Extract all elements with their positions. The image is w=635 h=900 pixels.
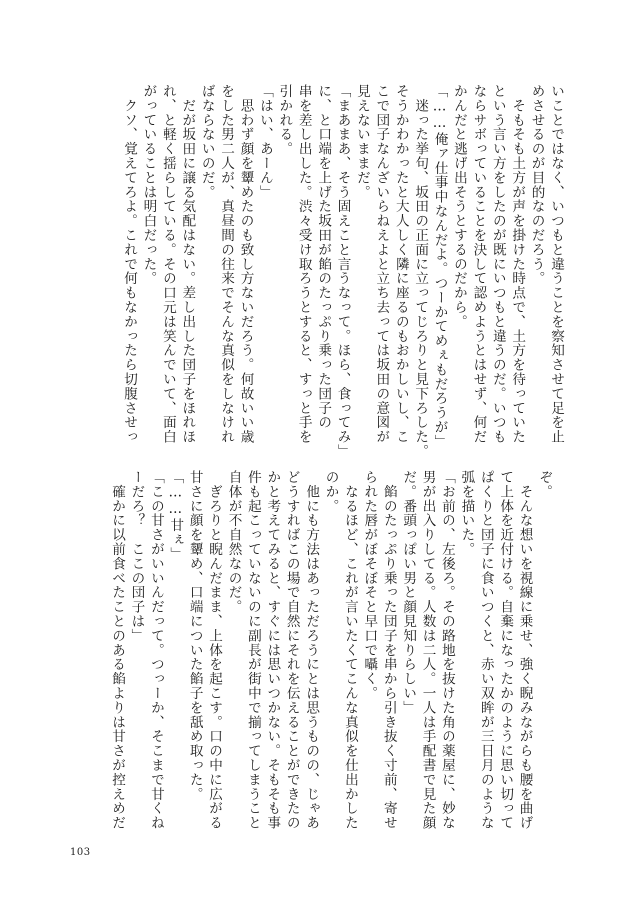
text-line: という言い方をしたのが既にいつもと違うのだ。いつも [489,84,506,444]
text-line: だが坂田に譲る気配はない。差し出した団子をほれほ [179,84,196,444]
text-line: ーだろ？ ここの団子は」 [128,470,145,643]
text-line: 「まあまあ、そう固えこと言うなって。ほら、食ってみ」 [334,84,351,459]
text-line: なるほど、これが言いたくてこんな真似を仕出かした [341,470,358,830]
text-line: ぎろりと睨んだまま、上体を起こす。口の中に広がる [206,470,223,830]
text-line: クソ、覚えてろよ。これで何もなかったら切腹させっ [121,84,138,444]
text-line: だ。番頭っぽい男と顔見知りらしい」 [400,470,417,715]
page-number: 103 [70,847,91,858]
text-line: ばならないのだ。 [198,84,215,200]
text-line: 自体が不自然なのだ。 [225,470,242,614]
text-line: かんだと逃げ出そうとするのだから。 [450,84,467,329]
text-line: れ、と軽く揺らしている。その口元は笑んでいて、面白 [159,84,176,444]
text-line: 引かれる。 [276,84,293,156]
text-line: 他にも方法はあっただろうにとは思うものの、じゃあ [303,470,320,830]
text-line: めさせるのが目的なのだろう。 [528,84,545,286]
text-line: ならサボっていることを決して認めようとはせず、何だ [470,84,487,444]
text-line: 件も起こっていないのに副長が街中で揃ってしまうこと [244,470,261,830]
text-block-upper [119,84,565,459]
text-line: ぞ。 [536,470,552,499]
text-line: 思わず顔を顰めたのも致し方ないだろう。何故いい歳 [237,84,254,444]
text-line: どうすればこの場で自然にそれを伝えることができたの [283,470,300,830]
text-line: に、と口端を上げた坂田が餡のたっぷり乗った団子の [315,84,332,430]
text-line: のか。 [322,470,339,514]
text-line: 餡のたっぷり乗った団子を串から引き抜く寸前、寄せ [380,470,397,830]
text-line: そんな想いを視線に乗せ、強く睨みながらも腰を曲げ [516,470,533,830]
text-line: そもそも土方が声を掛けた時点で、土方を待っていた [509,84,526,444]
text-line: 確かに以前食べたことのある餡よりは甘さが控えめだ [109,470,126,830]
text-line: そうかわかったと大人しく隣に座るのもおかしいし、こ [392,84,409,444]
text-line: がっていることは明白だった。 [140,84,157,286]
text-line: 「……俺ァ仕事中なんだよ。つーかてめぇもだろうが」 [431,84,448,449]
text-line: ぱくりと団子に食いつくと、赤い双眸が三日月のような [477,470,494,830]
text-line: 「……甘ぇ」 [167,470,184,562]
text-line: 男が出入りしてる。人数は二人。一人は手配書で見た顔 [419,470,436,830]
text-line: 「はい、あーん」 [256,84,273,200]
text-line: 「この甘さがいいんだって。つっーか、そこまで甘くね [147,470,164,830]
text-line: 串を差し出した。渋々受け取ろうとすると、すっと手を [295,84,312,444]
text-line: 「お前の、左後ろ。その路地を抜けた角の薬屋に、妙な [438,470,455,830]
text-line: て上体を近付ける。自棄になったかのように思い切って [497,470,514,830]
text-line: 見えないままだ。 [353,84,370,200]
text-line: こで団子なんざいらねえよと立ち去っては坂田の意図が [373,84,390,444]
text-line: られた唇がぼそぼそと早口で囁く。 [361,470,378,701]
text-line: 迷った挙句、坂田の正面に立ってじろりと見下ろした。 [412,84,429,459]
text-line: 弧を描いた。 [458,470,475,557]
text-line: かと考えてみると、すぐには思いつかない。そもそも事 [264,470,281,830]
text-line: いことではなく、いつもと違うことを察知させて足を止 [548,84,564,444]
text-line: をした男二人が、真昼間の往来でそんな真似をしなけれ [218,84,235,444]
text-block-lower [107,470,553,830]
text-line: 甘さに顔を顰め、口端についた餡子を舐め取った。 [186,470,203,802]
